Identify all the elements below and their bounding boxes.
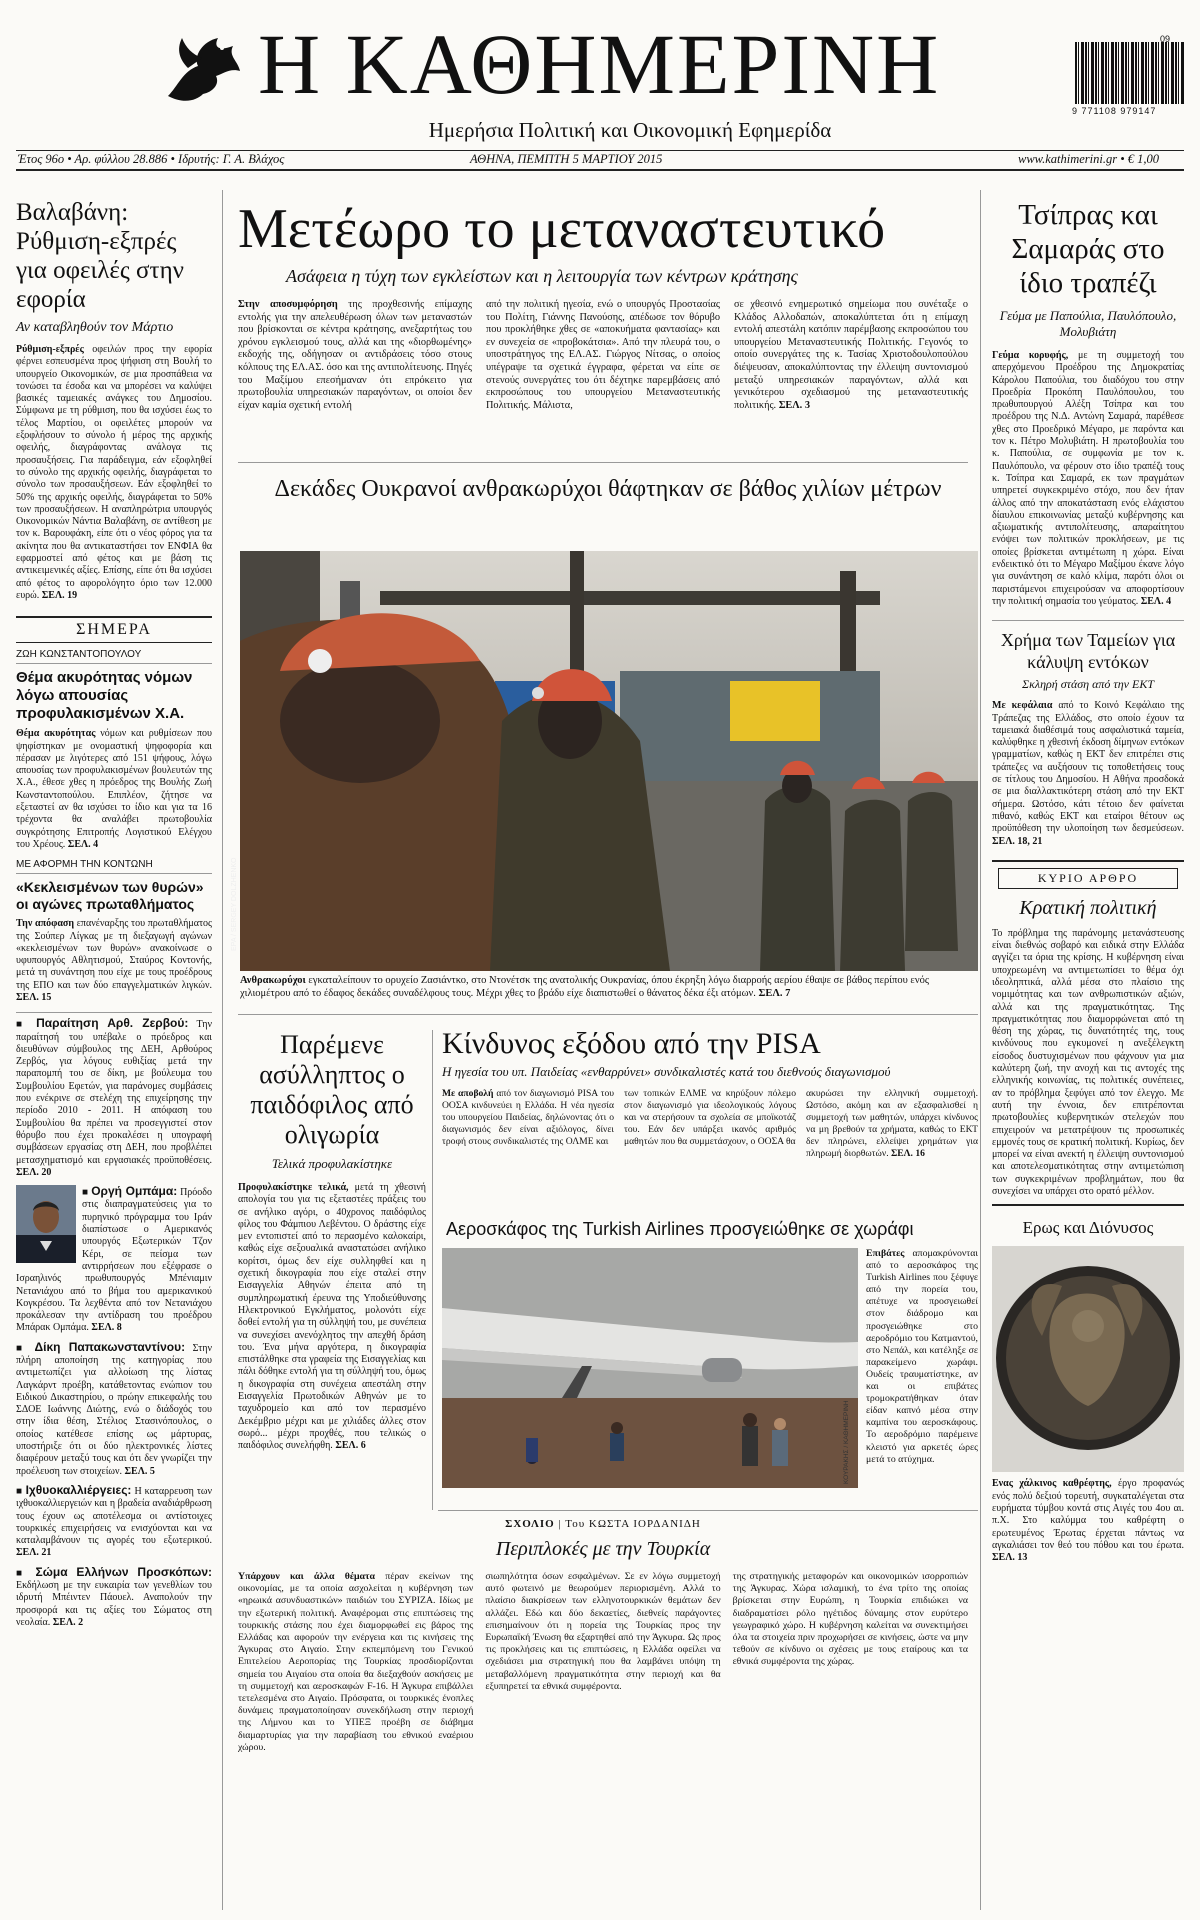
page-ref: ΣΕΛ. 15 bbox=[16, 991, 52, 1003]
article-eros[interactable] bbox=[992, 1218, 1184, 1564]
left-column bbox=[16, 198, 212, 1629]
brief-body: Η καταρρευση των ιχθυοκαλλιεργειών και η βραδεία αναδιάρθρωση τους έχουν ως αποτέλεσμα οι αντίστοιχες τουρκικές επιχειρήσεις να ενισχύονται και να καταλαμβάνουν τις αγορές του εξωτερικού. bbox=[16, 1485, 213, 1547]
photo-credit: EPA / SERGEY DOLZHENKO bbox=[231, 857, 238, 951]
deck: Σκληρή στάση από την ΕΚΤ bbox=[1021, 677, 1155, 692]
headline: Θέμα ακυρότητας νόμων λόγω απουσίας προφυλακισμένων Χ.Α. bbox=[16, 669, 193, 723]
page-ref: ΣΕΛ. 4 bbox=[1140, 595, 1172, 607]
article-body bbox=[16, 344, 212, 602]
body-text: νόμων και ρυθμίσεων που ψηφίστηκαν με ονομαστική ψηφοφορία και πέρασαν με λιγότερες από 151 ψήφους, λόγω απουσίας των προφυλακισμένων βουλευτών της Χ.Α., έθεσε χθες η πρόεδρος της Βουλής Ζωή Κωνσταντοπούλου. Επιπλέον, ζήτησε να εξεταστεί αν θα ισχύσει το ίδιο και για τα 16 τρέχοντα θα αναλάβει πρωτοβουλία συγκρότησης Επιτροπής Λογιστικού Ελέγχου του Χρέους. bbox=[16, 728, 212, 850]
lead-in: Στην αποσυμφόρηση bbox=[238, 299, 338, 310]
article-body bbox=[16, 918, 212, 1004]
deck: Γεύμα με Παπούλια, Παυλόπουλο, Μολυβιάτη bbox=[999, 308, 1177, 339]
barcode bbox=[1075, 42, 1185, 104]
barcode-number: 9 771108 979147 bbox=[1072, 106, 1157, 116]
commentary-headline: Περιπλοκές με την Τουρκία bbox=[495, 1538, 711, 1560]
lead-in: Την απόφαση bbox=[16, 918, 75, 930]
page-ref: ΣΕΛ. 18, 21 bbox=[992, 835, 1043, 847]
miners-photo[interactable] bbox=[231, 551, 978, 971]
plane-photo[interactable] bbox=[442, 1248, 858, 1488]
page-ref: ΣΕΛ. 7 bbox=[758, 987, 791, 999]
article-pedophile[interactable] bbox=[238, 1030, 426, 1453]
bullet-icon: ■ bbox=[16, 1342, 35, 1354]
article-body bbox=[16, 728, 212, 851]
section-divider bbox=[238, 1014, 978, 1015]
photo-credit: ΚΟΥΡΑΚΗΣ / ΚΑΘΗΜΕΡΙΝΗ bbox=[843, 1400, 850, 1484]
newspaper-subtitle: Ημερήσια Πολιτική και Οικονομική Εφημερίδα bbox=[428, 118, 832, 142]
caption-lead: Ενας χάλκινος καθρέφτης, bbox=[992, 1478, 1112, 1490]
article-tsipras[interactable] bbox=[992, 198, 1184, 608]
lead-headline: Μετέωρο το μεταναστευτικό bbox=[238, 198, 886, 260]
headline: Κίνδυνος εξόδου από την PISA bbox=[442, 1027, 821, 1060]
kicker: ΖΩΗ ΚΩΝΣΤΑΝΤΟΠΟΥΛΟΥ bbox=[16, 649, 212, 664]
brief-item[interactable] bbox=[16, 1566, 212, 1629]
lead-in: Γεύμα κορυφής, bbox=[992, 350, 1069, 361]
headline: «Κεκλεισμένων των θυρών» οι αγώνες πρωταθλήματος bbox=[16, 879, 204, 913]
author: Του ΚΩΣΤΑ ΙΟΡΔΑΝΙΔΗ bbox=[565, 1518, 701, 1530]
lead-in: Προφυλακίστηκε τελικά, bbox=[238, 1182, 349, 1193]
brief-obama[interactable] bbox=[16, 1185, 212, 1335]
column-divider-pedophile bbox=[432, 1030, 433, 1510]
page-ref: ΣΕΛ. 3 bbox=[778, 399, 810, 411]
website-price[interactable]: www.kathimerini.gr • € 1,00 bbox=[1018, 152, 1159, 166]
article-body: Με αποβολή από τον διαγωνισμό PISA του ΟΟΣΑ κινδυνεύει η Ελλάδα. Η νέα ηγεσία του υπουργείου Παιδείας, δηλώνοντας ότι ο διαγωνισμός δεν είναι αξιόλογος, δίνει τροφή στους συνδικαλιστές της ΟΛΜΕ και των τοπικών ΕΛΜΕ να κηρύξουν πόλεμο στον διαγωνισμό για ιδεολογικούς λόγους και να στερήσουν τα σχολεία σε μποϊκοτάζ του. Εάν δεν υπάρξει ικανός αριθμός μαθητών που θα συμμετάσχουν, ο ΟΟΣΑ θα ακυρώσει την ελληνική συμμετοχή. Ωστόσο, ακόμη και αν εξασφαλισθεί η συμμετοχή των μαθητών, υπάρχει κίνδυνος να μη βρεθούν τα χρήματα, καθώς το ΕΚΤ δεν πληρώνει, ελλείψει χρημάτων για πληρωμή διορθωτών. ΣΕΛ. 16 bbox=[442, 1088, 978, 1159]
lead-in: Υπάρχουν και άλλα θέματα bbox=[238, 1571, 376, 1582]
lead-in: Επιβάτες bbox=[866, 1248, 905, 1259]
miners-headline: Δεκάδες Ουκρανοί ανθρακωρύχοι θάφτηκαν σε βάθος χιλίων μέτρων bbox=[274, 476, 942, 502]
right-column bbox=[992, 198, 1184, 1564]
editorial-label: ΚΥΡΙΟ ΑΡΘΡΟ bbox=[998, 868, 1178, 889]
bronze-mirror-photo[interactable] bbox=[992, 1246, 1184, 1472]
miners-caption: Ανθρακωρύχοι εγκαταλείπουν το ορυχείο Ζασιάντκο, στο Ντονέτσκ της ανατολικής Ουκρανίας, όπου έκρηξη λόγω διαρροής αερίου έθαψε σε βάθος περίπου ενός χιλιομέτρου από το έδαφος δεκάδες συναδέλφους τους. Μέχρι χθες το βράδυ είχε διαπιστωθεί ο θάνατος δέκα έξι ατόμων. ΣΕΛ. 7 bbox=[240, 975, 929, 999]
page-ref: ΣΕΛ. 2 bbox=[52, 1616, 84, 1628]
editorial-headline: Κρατική πολιτική bbox=[1019, 896, 1157, 919]
column-divider-left bbox=[222, 190, 223, 1910]
page-ref: ΣΕΛ. 8 bbox=[91, 1322, 122, 1334]
newspaper-title: Η ΚΑΘΗΜΕΡΙΝΗ bbox=[258, 16, 941, 112]
page-ref: ΣΕΛ. 21 bbox=[16, 1547, 52, 1559]
article-funds[interactable] bbox=[992, 620, 1184, 848]
brief-item[interactable] bbox=[16, 1484, 212, 1560]
brief-body: Την παραίτησή του υπέβαλε ο πρόεδρος και διευθύνων σύμβουλος της ΔΕΗ, Αρθούρος Ζερβός, για λόγους ευθιξίας μετά την παραπομπή του σε δίκη, με βούλευμα του Συμβουλίου Εφετών, για παράνομες συμβάσεις που ενέκρινε σε στελέχη της επιχείρησης την περίοδο 2010 - 2011. Η απόφαση του Συμβουλίου θα πρέπει να προσεγγιστεί στον θόρυβο που έχει προκαλέσει η υπογραφή συμβάσεων εργασίας στη ΔΕΗ, που προβλέπει μετασχηματισμό και εργασιακές προϋποθέσεις. bbox=[16, 1019, 212, 1166]
article-football[interactable] bbox=[16, 859, 212, 1004]
column-divider-right bbox=[980, 190, 981, 1910]
brief-title: Ιχθυοκαλλιέργειες: bbox=[25, 1482, 132, 1497]
lead-in: Θέμα ακυρότητας bbox=[16, 728, 96, 740]
page-ref: ΣΕΛ. 16 bbox=[891, 1148, 925, 1159]
brief-item[interactable] bbox=[16, 1017, 212, 1179]
brief-body: Εκδήλωση με την ευκαιρία των γενεθλίων του ιδρυτή Μπέιντεν Πάουελ. Αναπολούν την προσφορά και τις αξίες του Σώματος στη νεολαία. bbox=[16, 1580, 212, 1628]
lead-deck: Ασάφεια η τύχη των εγκλείστων και η λειτουργία των κέντρων κράτησης bbox=[286, 266, 798, 286]
lead-story[interactable] bbox=[238, 196, 968, 412]
label: ΣΧΟΛΙΟ bbox=[505, 1518, 555, 1530]
plane-caption: Επιβάτες απομακρύνονται από το αεροσκάφος της Turkish Airlines που ξέφυγε από την πορεία του, απέτυχε να προσγειωθεί στον διάδρομο και προσγειώθηκε στο αεροδρόμιο του Κατμαντού, στο Νεπάλ, και κατέληξε σε παρακείμενο χωράφι. Ουδείς τραυματίστηκε, αν και οι επιβάτες τρομοκρατήθηκαν όταν είδαν καπνό μέσα στην καμπίνα του αεροσκάφους. Το αεροδρόμιο παρέμεινε κλειστό για αρκετές ώρες μετά το ατύχημα. bbox=[866, 1248, 978, 1465]
brief-title: Σώμα Ελλήνων Προσκόπων: bbox=[35, 1564, 213, 1579]
body-text: οφειλών προς την εφορία φέρνει εσπευσμένα προς ψήφιση στη Βουλή το υπουργείο Οικονομικών, σε μια προσπάθεια να τονώσει τα έσοδα και να μπορέσει να καλύψει βασικές ταμειακές ανάγκες του Δημοσίου. Σύμφωνα με τη ρύθμιση, που θα ισχύσει έως το τέλος Μαρτίου, οι οφειλέτες μπορούν να εξοφλήσουν το σύνολο ή μέρος της αρχικής οφειλής, διαγράφοντας ανάλογα τις προσαυξήσεις. Για παράδειγμα, εάν εξοφληθεί το σύνολο της αρχικής οφειλής, διαγράφεται το σύνολο των προσαυξήσεων. Εάν εξοφληθεί το 50% της αρχικής οφειλής, διαγράφεται το 50% των προσαυξήσεων. Η αναπληρώτρια υπουργός Οικονομικών Νάντια Βαλαβάνη, σε αντίθεση με τον κ. Βαρουφάκη, είπε ότι ο νέος φόρος για τα ακίνητα που θα αντικαταστήσει τον ΕΝΦΙΑ θα εφαρμοστεί από φέτος και με βάση τις αντικειμενικές αξίες. Επίσης, είπε ότι θα ισχύσει από φέτος το αφορολόγητο όριο των 12.000 ευρώ. bbox=[16, 344, 212, 601]
brief-title: Δίκη Παπακωνσταντίνου: bbox=[34, 1339, 186, 1354]
section-divider bbox=[238, 462, 968, 463]
bullet-icon: ■ bbox=[82, 1187, 92, 1199]
column-3: σε χθεσινό ενημερωτικό σημείωμα που συνέταξε ο Κλάδος Αλλοδαπών, αποκαλύπτεται ότι η επίμαχη εντολή απεστάλη κατόπιν παρέμβασης εκπροσώπου του υπουργείου Μεταναστευτικής Πολιτικής. Γεγονός το οποίο συνεργάτες της κ. Τασίας Χριστοδουλοπούλου διέψευσαν, αποκαλύπτοντας την έλλειψη συντονισμού μεταξύ υπηρεσιακών παραγόντων, αλλά και γενικότερου σχεδιασμού της μεταναστευτικής πολιτικής. ΣΕΛ. 3 bbox=[734, 299, 968, 411]
barcode-issue: 09 bbox=[1160, 34, 1171, 44]
article-body: Προφυλακίστηκε τελικά, μετά τη χθεσινή απολογία του για τις εξεταστέες πράξεις του σε ανήλικο αγόρι, ο 40χρονος παιδόφιλος φίλος του Φάμπιου Λεβέντου. Ο δράστης είχε μεν εντοπιστεί από το περασμένο καλοκαίρι, καθώς είχε σεξουαλικά αναστατώσει ανήλικο κορίτσι, όμως δεν είχε συλληφθεί και η σχετική δικογραφία που είχε σταλεί στην Εισαγγελία Αθηνών έπειτα από τη συμπληρωματική έρευνα της Υποδιεύθυνσης Ηλεκτρονικού Εγκλήματος, μολονότι είχε δοθεί εντολή για τη σύλληψή του, με συνέπεια να συνεχίσει ανενόχλητος την απεχθή δράση του. Ένα μήνα αργότερα, η δικογραφία επιστάλθηκε στα γραφεία της Εισαγγελίας και πάλι δόθηκε εντολή για τη σύλληψή του, όμως η δικογραφία στη συνέχεια απεστάλη στην Εισαγγελία Πρωτοδικών Αθηνών με το ταχυδρομείο και από τον περασμένο Δεκέμβριο μέχρι και με χιλιάδες άλλες στον σωρό... μέχρι προχθές, που τελικώς ο παιδόφιλος συνελήφθη. ΣΕΛ. 6 bbox=[238, 1182, 427, 1452]
lead-in: Με αποβολή bbox=[442, 1088, 494, 1099]
lead-in: Με κεφάλαια bbox=[992, 700, 1053, 712]
news-briefs bbox=[16, 1012, 212, 1629]
lead-body bbox=[238, 299, 968, 412]
bullet-icon: ■ bbox=[16, 1567, 36, 1579]
page-ref: ΣΕΛ. 13 bbox=[992, 1552, 1028, 1564]
article-body: Με κεφάλαια από το Κοινό Κεφάλαιο της Τράπεζας της Ελλάδος, στο οποίο έχουν τα ταμειακά διαθέσιμά τους ασφαλιστικά ταμεία, καλύφθηκε η χθεσινή έκδοση δίμηνων εντόκων γραμματίων, καθώς η ΕΚΤ δεν επιτρέπει στις τράπεζες να αυξήσουν τις τοποθετήσεις τους σε τίτλους του Δημοσίου. Η Αθήνα προσδοκά σε μια διαλλακτικότερη στάση από την ΕΚΤ σήμερα. Ωστόσο, κάτι τέτοιο δεν φαίνεται πιθανό, καθώς ΕΚΤ και εταίροι θέτουν ως προϋπόθεση την υλοποίηση των δεσμεύσεων. ΣΕΛ. 18, 21 bbox=[992, 700, 1185, 847]
griffin-logo bbox=[158, 26, 248, 116]
caption-lead: Ανθρακωρύχοι bbox=[240, 975, 306, 986]
headline: Ερως και Διόνυσος bbox=[1022, 1218, 1154, 1238]
lead-in: Ρύθμιση-εξπρές bbox=[16, 344, 84, 355]
deck: Η ηγεσία του υπ. Παιδείας «ενθαρρύνει» συνδικαλιστές κατά του διεθνούς διαγωνισμού bbox=[442, 1064, 891, 1079]
eros-caption: Ενας χάλκινος καθρέφτης, έργο προφανώς ενός πολύ δεξιού τορευτή, συγκαταλέγεται στα ευρήματα τύμβου κοντά στις Αιγές του 4ου αι. π.Χ. Στο καλύμμα του καθρέφτη ο ερωτευμένος Έρωτας έρχεται πάντως να αγκαλιάσει τον θεό του πόθου και του έρωτα. ΣΕΛ. 13 bbox=[992, 1478, 1184, 1564]
masthead-rule-bottom bbox=[16, 169, 1184, 171]
page-ref: ΣΕΛ. 20 bbox=[16, 1166, 52, 1178]
bullet-icon: ■ bbox=[16, 1019, 37, 1031]
editorial-body: Το πρόβλημα της παράνομης μετανάστευσης είναι διεθνώς σοβαρό και ειδικά στην Ελλάδα αγγίζει τα όρια της κρίσης. Η κυβέρνηση είναι υποχρεωμένη να αντιμετωπίσει το θέμα όχι ιδεοληπτικά, αλλά μέσα στο πλαίσιο της νομιμότητας και των ανθρωπιστικών αξιών, αλλά και της πραγματικότητας. Της πραγματικότητας που διαμορφώνεται από τη θέση της χώρας, τις δυνατότητές της, τους κινδύνους που εγκυμονεί η ανεξέλεγκτη είσοδος δυστυχισμένων που φάχνουν για μια καλύτερη ζωή, την ανοχή και τις αντοχές της ελληνικής κοινωνίας, τις πολιτικές συνέπειες, αν το πρόβλημα ξεφύγει από τον έλεγχο. Με αυτή την έννοια, δεν επιτρέπονται πρωτοβουλίες κυβερνητικών στελεχών που επιχειρούν να μετατρέψουν τις προσωπικές εμμονές τους σε κρατική πολιτική. Κυρίως, δεν μπορεί να είναι ανεκτή η έλλειψη συντονισμού και αποτελεσματικότητας στην αντιμετώπιση των συγκεκριμένων προβλημάτων, που θα συνεχίσει να υπάρχει στο ορατό μέλλον. bbox=[992, 927, 1184, 1198]
headline: Χρήμα των Ταμείων για κάλυψη εντόκων bbox=[1000, 630, 1176, 673]
issue-info: Έτος 96ο • Αρ. φύλλου 28.886 • Ιδρυτής: Γ. Α. Βλάχος bbox=[18, 152, 285, 166]
section-divider bbox=[438, 1510, 978, 1511]
column-2: από την πολιτική ηγεσία, ενώ ο υπουργός Προστασίας του Πολίτη, Γιάννης Πανούσης, απέδωσε τον θόρυβο που προκλήθηκε χθες σε «αποκυήματα φαντασίας» και εν συνεχεία σε «προβοκάτσια». Από την πλευρά του, ο υποστράτηγος της ΕΛ.ΑΣ. Γιώργος Νίτσας, ο οποίος υπέγραψε τα σχετικά έγγραφα, φέρεται να είπε σε στενούς συνεργάτες του ότι δέχτηκε παρεμβάσεις από εκπροσώπους του υπουργείου Μεταναστευτικής Πολιτικής. Μάλιστα, bbox=[486, 299, 720, 411]
article-pisa[interactable] bbox=[442, 1026, 978, 1160]
commentary-label: ΣΧΟΛΙΟ | Του ΚΩΣΤΑ ΙΟΡΔΑΝΙΔΗ bbox=[505, 1518, 701, 1530]
brief-item[interactable] bbox=[16, 1341, 212, 1478]
obama-photo bbox=[16, 1185, 76, 1263]
brief-body: Στην πλήρη αποποίηση της κατηγορίας που αντιμετωπίζει για αλλοίωση της λίστας Λαγκάρντ προέβη, κατάθετοντας ενώπιον του Ειδικού Δικαστηρίου, ο πρώην επικεφαλής του ΣΔΟΕ Ιωάννης Διώτης, ενώ ο διάδοχός του στην ίδια θέση, Στέλιος Στασινόπουλος, ο οποίος κατέθεσε επίσης ως μάρτυρας, υποστήριξε ότι οι δύο ηλεκτρονικές λίστες διαφέρουν μεταξύ τους και ότι δεν γνωρίζει την προέλευση των στοιχείων. bbox=[16, 1342, 212, 1477]
commentary-body: Υπάρχουν και άλλα θέματα πέραν εκείνων της οικονομίας, με τα οποία ασχολείται η κυβέρνηση των «ηρωικά ασυνδυαστικών» παιδιών του ΣΥΡΙΖΑ. Ιδίως με την εξωτερική πολιτική. Αναφέρομαι στις επιπτώσεις της τουρκικής στάσης που έχει διαμορφωθεί εις βάρος της Ελλάδας και αφορούν την ενέργεια και τις κινήσεις της Άγκυρας στο Αιγαίο. Στην εκπεμπόμενη του Γενικού Επιτελείου Αεροπορίας της Τουρκίας προσδιορίζονται σημεία του Αιγαίου στα οποία θα διεξαχθούν ασκήσεις με τη συμμετοχή και αεροσκαφών F-16. Η Άγκυρα επιβάλλει τετελεσμένα στο Αιγαίο. Πρόσφατα, οι τουρκικές ένοπλες δυνάμεις πραγματοποίησαν συνεκδήλωση στην περιοχή της Λήμνου και το ΥΠΕΞ προέβη σε διάβημα διαμαρτυρίας για την παραβίαση του εθνικού εναέριου χώρου. σιωπηλότητα όσων εσφαλμένων. Σε εν λόγω συμμετοχή αυτό φωτεινό με θεωρούμεν περιορισμένη. Αλλά το πλαίσιο διακρίσεων των ελληνοτουρκικών θεμάτων δεν αλλάζει. Εδώ και δύο δεκαετίες, διεθνείς παράγοντες επισημαίνουν ότι η πορεία της Τουρκίας προς την Ευρωπαϊκή Ένωση θα εξαρτηθεί από την Άγκυρα. Ως προς τις προκλήσεις και τις επιπτώσεις, η Ελλάδα οφείλει να σχεδιάσει μια στρατηγική που θα λαμβάνει υπόψη τη μεταβαλλόμενη πραγματικότητα στην περιοχή και θα εξυπηρετεί τα εθνικά συμφέροντα. της στρατηγικής μεταφορών και οικονομικών ισορροπιών της Άγκυρας. Χώρα ισλαμική, το ένα τρίτο της οποίας βρίσκεται στην Ευρώπη, η Τουρκία επιδιώκει να διαδραματίσει ρόλο ηγέτιδος δύναμης στον ευρύτερο γεωγραφικό χώρο. Η κυβέρνηση καλείται να συνεκτιμήσει όλα τα στοιχεία πριν προχωρήσει σε κινήσεις, ώστε να μην τεθούν σε κίνδυνο οι σχέσεις με τους εταίρους και τα εθνικά συμφέροντα της χώρας. bbox=[238, 1571, 968, 1753]
headline: Παρέμενε ασύλληπτος ο παιδόφιλος από ολιγωρία bbox=[250, 1030, 414, 1149]
page-ref: ΣΕΛ. 5 bbox=[124, 1465, 155, 1477]
headline: Τσίπρας και Σαμαράς στο ίδιο τραπέζι bbox=[1011, 199, 1165, 299]
article-golden-dawn[interactable] bbox=[16, 649, 212, 851]
plane-headline: Αεροσκάφος της Turkish Airlines προσγειώθηκε σε χωράφι bbox=[446, 1219, 914, 1239]
article-body: Γεύμα κορυφής, με τη συμμετοχή του απερχόμενου Προέδρου της Δημοκρατίας Κάρολου Παπούλια, του διαδόχου του στην Προεδρία Προκόπη Παυλόπουλου, του πρωθυπουργού Αλέξη Τσίπρα και του προέδρου της Ν.Δ. Αντώνη Σαμαρά, παρέθεσε χθες στο Προεδρικό Μέγαρο, με παρόντα και τον κ. Πέτρο Μολυβιάτη. Η πρωτοβουλία του κ. Παπούλια, σε συμφωνία με τον κ. Παυλόπουλο, να φέρουν στο ίδιο τραπέζι τους κ. Τσίπρα και Σαμαρά, εκ των πραγμάτων υπηρετεί συγκεκριμένο στόχο, που δεν ήταν άλλος από την αποκατάσταση ενός ελάχιστου δίαυλου επικοινωνίας μεταξύ κυβέρνησης και αξιωματικής αντιπολίτευσης, απαραίτητου ενόψει των πολιτικών προκλήσεων, με τις οποίες βρίσκεται αντιμέτωπη η χώρα. Είναι ενδεικτικό ότι το Μέγαρο Μαξίμου έκανε λόγο για συνάντηση σε καλό κλίμα, παρότι όλοι οι παριστάμενοι επιχειρούσαν να αποφορτίσουν την πολιτική σημασία του γεύματος. ΣΕΛ. 4 bbox=[992, 350, 1184, 607]
masthead-rule-top bbox=[16, 150, 1184, 151]
brief-title: Παραίτηση Αρθ. Ζερβού: bbox=[36, 1016, 189, 1031]
commentary[interactable] bbox=[238, 1518, 968, 1754]
masthead bbox=[0, 0, 1200, 170]
deck: Αν καταβληθούν τον Μάρτιο bbox=[16, 320, 174, 335]
today-header: ΣΗΜΕΡΑ bbox=[16, 616, 212, 643]
kicker: ΜΕ ΑΦΟΡΜΗ ΤΗΝ ΚΟΝΤΩΝΗ bbox=[16, 859, 212, 874]
page-ref: ΣΕΛ. 4 bbox=[67, 838, 99, 850]
page-ref: ΣΕΛ. 6 bbox=[335, 1440, 366, 1452]
brief-title: Οργή Ομπάμα: bbox=[91, 1184, 178, 1199]
column-1: Στην αποσυμφόρηση της προχθεσινής επίμαχης εντολής για την απελευθέρωση όλων των μεταναστών που βρίσκονται σε κέντρα κράτησης, ανεξαρτήτως του χρόνου εγκλεισμού τους, αλλά και της «διορθωμένης» εκδοχής της, οδήγησαν οι αντιδράσεις τόσο στους κόλπους της ΕΛ.ΑΣ. όσο και της αντιπολίτευσης. Πηγές του Μαξίμου επεσήμαναν ότι επρόκειτο για πρωτοβουλία υπηρεσιακών παραγόντων, οι οποίοι δεν είχαν καμία σχετική εντολή bbox=[238, 299, 472, 411]
body-text: επανέναρξης του πρωταθλήματος της Σούπερ Λίγκας με τη διεξαγωγή αγώνων «κεκλεισμένων των θυρών» ανακοίνωσε ο υφυπουργός Αθλητισμού, Σταύρος Κοντονής, μετά τη συνάντηση που είχε με τους προέδρους της ΕΠΟ και των δύο επαγγελματικών λιγκών. bbox=[16, 918, 212, 991]
page-ref: ΣΕΛ. 19 bbox=[41, 589, 78, 601]
deck: Τελικά προφυλακίστηκε bbox=[271, 1156, 393, 1171]
bullet-icon: ■ bbox=[16, 1485, 26, 1497]
issue-date: ΑΘΗΝΑ, ΠΕΜΠΤΗ 5 ΜΑΡΤΙΟΥ 2015 bbox=[470, 152, 663, 166]
article-valavani[interactable] bbox=[16, 198, 212, 602]
brief-body: Πρόοδο στις διαπραγματεύσεις για το πυρηνικό πρόγραμμα του Ιράν διαπίστωσε ο Αμερικανός υπουργός Εξωτερικών Τζον Κέρι, σε πείσμα των αντιρρήσεων που εξέφρασε ο Ισραηλινός πρωθυπουργός Μπένιαμιν Νετανιάχου από το βήμα του αμερικανικού Κογκρέσου. Τα λεχθέντα από τον Νετανιάχου προκάλεσαν την αντίδραση του προέδρου Μπάρακ Ομπάμα. bbox=[16, 1187, 213, 1334]
editorial[interactable] bbox=[992, 860, 1184, 1207]
headline: Βαλαβάνη: Ρύθμιση-εξπρές για οφειλές στην εφορία bbox=[16, 199, 184, 313]
